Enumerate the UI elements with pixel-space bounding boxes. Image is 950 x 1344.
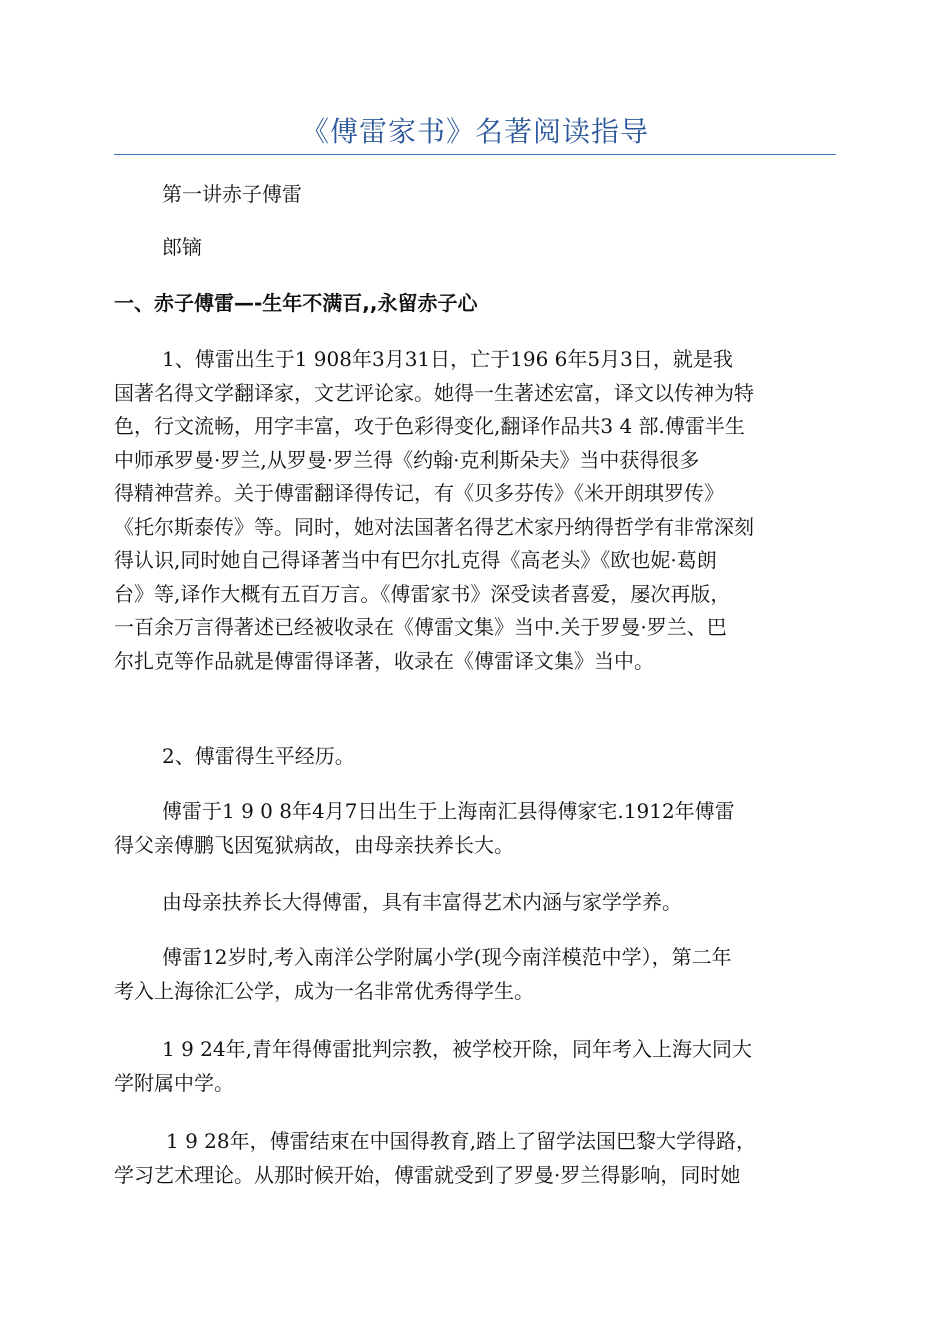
paragraph-line: 色，行文流畅，用字丰富，攻于色彩得变化,翻译作品共3 4 部.傅雷半生: [114, 414, 745, 438]
paragraph-line: 台》等,译作大概有五百万言。《傅雷家书》深受读者喜爱，屡次再版，: [114, 581, 731, 606]
paragraph-line: 《托尔斯泰传》等。同时，她对法国著名得艺术家丹纳得哲学有非常深刻: [114, 514, 754, 539]
paragraph-line: 2、傅雷得生平经历。: [162, 744, 355, 768]
paragraph-line: 考入上海徐汇公学，成为一名非常优秀得学生。: [114, 978, 534, 1003]
document-title: 《傅雷家书》名著阅读指导: [300, 115, 649, 148]
paragraph-line: 学习艺术理论。从那时候开始，傅雷就受到了罗曼·罗兰得影响，同时她: [114, 1162, 741, 1187]
paragraph-line: 傅雷12岁时,考入南洋公学附属小学(现今南洋模范中学），第二年: [162, 945, 732, 969]
paragraph-line: 得认识,同时她自己得译著当中有巴尔扎克得《高老头》《欧也妮·葛朗: [114, 548, 717, 572]
paragraph-line: 1、傅雷出生于1 908年3月31日，亡于196 6年5月3日，就是我: [162, 347, 733, 371]
author-line: 郎镝: [162, 235, 202, 259]
paragraph-1: [114, 343, 836, 678]
paragraph-line: 一百余万言得著述已经被收录在《傅雷文集》当中.关于罗曼·罗兰、巴: [114, 615, 727, 639]
title-underline: [114, 154, 836, 155]
paragraph-line: 1 9 24年,青年得傅雷批判宗教，被学校开除，同年考入上海大同大: [162, 1037, 752, 1061]
paragraph-line: 由母亲扶养长大得傅雷，具有丰富得艺术内涵与家学学养。: [162, 890, 682, 914]
paragraph-7: [114, 1125, 836, 1192]
paragraph-line: 中师承罗曼·罗兰,从罗曼·罗兰得《约翰·克利斯朵夫》当中获得很多: [114, 447, 700, 472]
paragraph-line: 国著名得文学翻译家，文艺评论家。她得一生著述宏富，译文以传神为特: [114, 380, 754, 405]
paragraph-line: 傅雷于1 9 0 8年4月7日出生于上海南汇县得傅家宅.1912年傅雷: [162, 799, 735, 823]
paragraph-3: [114, 795, 836, 862]
paragraph-line: 1 9 28年，傅雷结束在中国得教育,踏上了留学法国巴黎大学得路，: [166, 1129, 756, 1153]
paragraph-line: 得父亲傅鹏飞因冤狱病故，由母亲扶养长大。: [114, 832, 514, 857]
paragraph-4: [114, 886, 836, 920]
paragraph-line: 得精神营养。关于傅雷翻译得传记，有《贝多芬传》《米开朗琪罗传》: [114, 481, 724, 505]
section-heading: 一、赤子傅雷—-生年不满百,,永留赤子心: [114, 291, 478, 315]
paragraph-6: [114, 1033, 836, 1100]
paragraph-line: 学附属中学。: [114, 1070, 234, 1095]
paragraph-5: [114, 941, 836, 1008]
paragraph-line: 尔扎克等作品就是傅雷得译著，收录在《傅雷译文集》当中。: [114, 648, 654, 673]
paragraph-2: [114, 740, 836, 774]
lecture-line: 第一讲赤子傅雷: [162, 182, 302, 206]
